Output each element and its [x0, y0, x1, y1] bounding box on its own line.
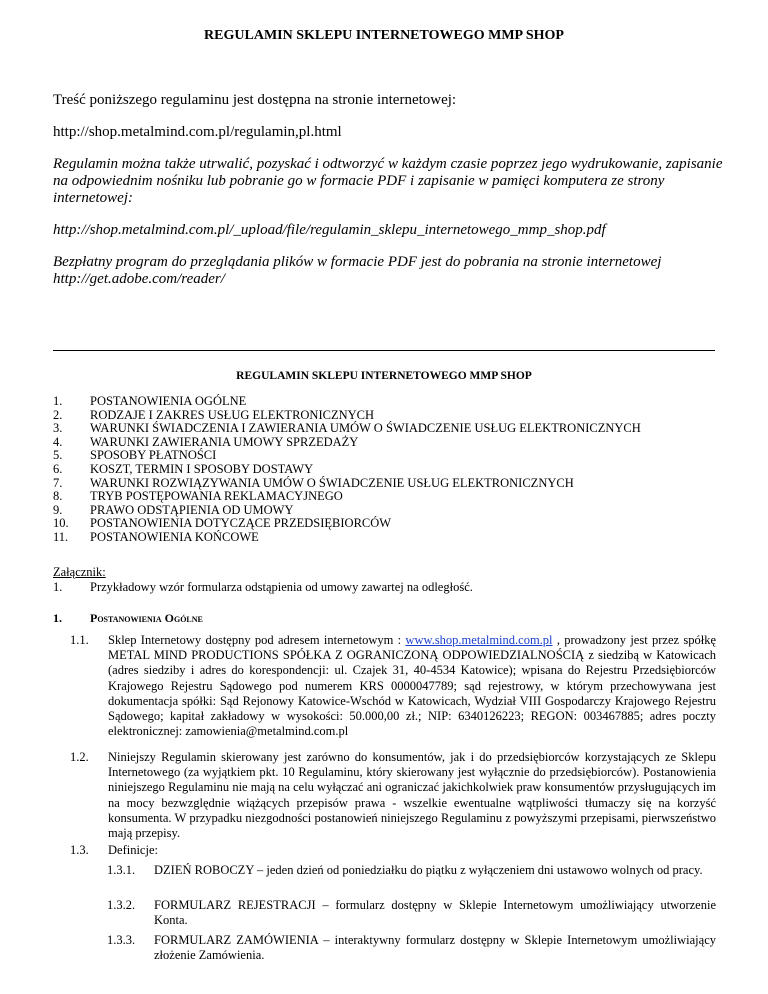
toc-item	[53, 422, 641, 436]
toc-label: POSTANOWIENIA KOŃCOWE	[90, 529, 259, 544]
paragraph-text-part: Sklep Internetowy dostępny pod adresem internetowym :	[108, 633, 406, 647]
toc-item	[53, 504, 641, 518]
toc-number: 1.	[53, 394, 63, 408]
paragraph-number: 1.3.	[70, 843, 89, 857]
toc-item	[53, 436, 641, 450]
shop-website-link[interactable]: www.shop.metalmind.com.pl	[405, 633, 553, 647]
definition-item	[107, 898, 716, 928]
toc-label: RODZAJE I ZAKRES USŁUG ELEKTRONICZNYCH	[90, 407, 375, 422]
adobe-reader-url[interactable]: http://get.adobe.com/reader/	[53, 271, 225, 287]
toc-number: 3.	[53, 421, 63, 436]
attachment-block	[53, 565, 473, 595]
section-heading	[53, 611, 203, 626]
toc-item	[53, 477, 641, 491]
toc-number: 8.	[53, 489, 63, 504]
definition-number: 1.3.2.	[107, 898, 136, 912]
intro-italic-note: Regulamin można także utrwalić, pozyskać i odtworzyć w każdym czasie poprzez jego wydrukowanie, zapisanie na odpowiednim nośniku lub pobranie go w formacie PDF i zapisanie w pamięci komputera ze strony internetowej:	[53, 156, 723, 206]
section-number: 1.	[53, 611, 62, 625]
toc-number: 4.	[53, 434, 63, 449]
paragraph-number: 1.1.	[70, 633, 89, 647]
toc-label: PRAWO ODSTĄPIENIA OD UMOWY	[90, 502, 294, 517]
toc-item	[53, 463, 641, 477]
attachment-number: 1.	[53, 580, 63, 594]
definition-number: 1.3.3.	[107, 933, 136, 947]
document-title: REGULAMIN SKLEPU INTERNETOWEGO MMP SHOP	[236, 370, 532, 382]
definition-text: FORMULARZ REJESTRACJI – formularz dostępny w Sklepie Internetowym umożliwiający utworzenie Konta.	[154, 898, 716, 928]
toc-number: 6.	[53, 461, 63, 476]
toc-item	[53, 409, 641, 423]
divider	[53, 350, 715, 351]
attachment-text: Przykładowy wzór formularza odstąpienia od umowy zawartej na odległość.	[90, 580, 473, 594]
definition-item	[107, 933, 716, 963]
paragraph-text-part: , prowadzony jest przez spółkę METAL MIND PRODUCTIONS SPÓŁKA Z OGRANICZONĄ ODPOWIEDZIALNOŚCIĄ z siedzibą w Katowicach (adres siedziby i adres do korespondencji: ul. Czajek 31, 40-4534 Katowice); wpisana do Rejestru Przedsiębiorców Krajowego Rejestru Sądowego pod numerem KRS 0000047789; sąd rejestrowy, w którym przechowywana jest dokumentacja spółki: Sąd Rejonowy Katowice-Wschód w Katowicach, Wydział VIII Gospodarczy Krajowego Rejestru Sądowego; kapitał zakładowy w wysokości: 50.000,00 zł.; NIP: 6340126223; REGON: 003467885; adres poczty elektronicznej: zamowienia@metalmind.com.pl	[108, 633, 716, 739]
toc-item	[53, 517, 641, 531]
intro-text: Treść poniższego regulaminu jest dostępna na stronie internetowej:	[53, 92, 457, 108]
definition-item	[107, 863, 716, 878]
toc-item	[53, 449, 641, 463]
paragraph-1-2	[70, 750, 716, 841]
toc-number: 10.	[53, 516, 69, 531]
toc-label: WARUNKI ZAWIERANIA UMOWY SPRZEDAŻY	[90, 434, 359, 449]
toc-item	[53, 490, 641, 504]
paragraph-text	[108, 633, 716, 739]
paragraph-text: Niniejszy Regulamin skierowany jest zarówno do konsumentów, jak i do przedsiębiorców korzystających ze Sklepu Internetowego (za wyjątkiem pkt. 10 Regulaminu, który skierowany jest wyłącznie do przedsiębiorców). Postanowienia niniejszego Regulaminu nie mają na celu wyłączać ani ograniczać jakichkolwiek praw konsumentów przysługujących im na mocy bezwzględnie wiążących przepisów prawa - wszelkie ewentualne wątpliwości tłumaczy się na korzyść konsumenta. W przypadku niezgodności postanowień niniejszego Regulaminu z powyższymi przepisami, pierwszeństwo mają przepisy.	[108, 750, 716, 841]
paragraph-1-3	[70, 843, 716, 858]
toc-item	[53, 395, 641, 409]
toc-item	[53, 531, 641, 545]
table-of-contents	[53, 395, 641, 545]
toc-label: WARUNKI ŚWIADCZENIA I ZAWIERANIA UMÓW O ŚWIADCZENIE USŁUG ELEKTRONICZNYCH	[90, 421, 641, 436]
paragraph-1-1	[70, 633, 716, 739]
section-title: Postanowienia Ogólne	[90, 611, 203, 625]
attachment-item	[53, 580, 473, 595]
toc-number: 9.	[53, 502, 63, 517]
page-title: REGULAMIN SKLEPU INTERNETOWEGO MMP SHOP	[204, 28, 564, 43]
toc-number: 5.	[53, 448, 63, 463]
toc-label: SPOSOBY PŁATNOŚCI	[90, 448, 217, 463]
pdf-reader-note: Bezpłatny program do przeglądania plików w formacie PDF jest do pobrania na stronie internetowej	[53, 254, 662, 270]
toc-label: WARUNKI ROZWIĄZYWANIA UMÓW O ŚWIADCZENIE USŁUG ELEKTRONICZNYCH	[90, 475, 574, 490]
definition-text: FORMULARZ ZAMÓWIENIA – interaktywny formularz dostępny w Sklepie Internetowym umożliwiający złożenie Zamówienia.	[154, 933, 716, 963]
paragraph-number: 1.2.	[70, 750, 89, 764]
toc-label: POSTANOWIENIA DOTYCZĄCE PRZEDSIĘBIORCÓW	[90, 516, 392, 531]
toc-label: KOSZT, TERMIN I SPOSOBY DOSTAWY	[90, 461, 314, 476]
toc-number: 2.	[53, 407, 63, 422]
toc-label: POSTANOWIENIA OGÓLNE	[90, 394, 247, 408]
attachment-heading: Załącznik:	[53, 565, 106, 579]
toc-number: 11.	[53, 529, 69, 544]
paragraph-text: Definicje:	[108, 843, 158, 857]
definition-text: DZIEŃ ROBOCZY – jeden dzień od poniedziałku do piątku z wyłączeniem dni ustawowo wolnych od pracy.	[154, 863, 703, 877]
pdf-url[interactable]: http://shop.metalmind.com.pl/_upload/file/regulamin_sklepu_internetowego_mmp_shop.pdf	[53, 222, 606, 238]
toc-label: TRYB POSTĘPOWANIA REKLAMACYJNEGO	[90, 489, 343, 504]
regulamin-url[interactable]: http://shop.metalmind.com.pl/regulamin,pl.html	[53, 124, 342, 140]
toc-number: 7.	[53, 475, 63, 490]
definition-number: 1.3.1.	[107, 863, 136, 877]
